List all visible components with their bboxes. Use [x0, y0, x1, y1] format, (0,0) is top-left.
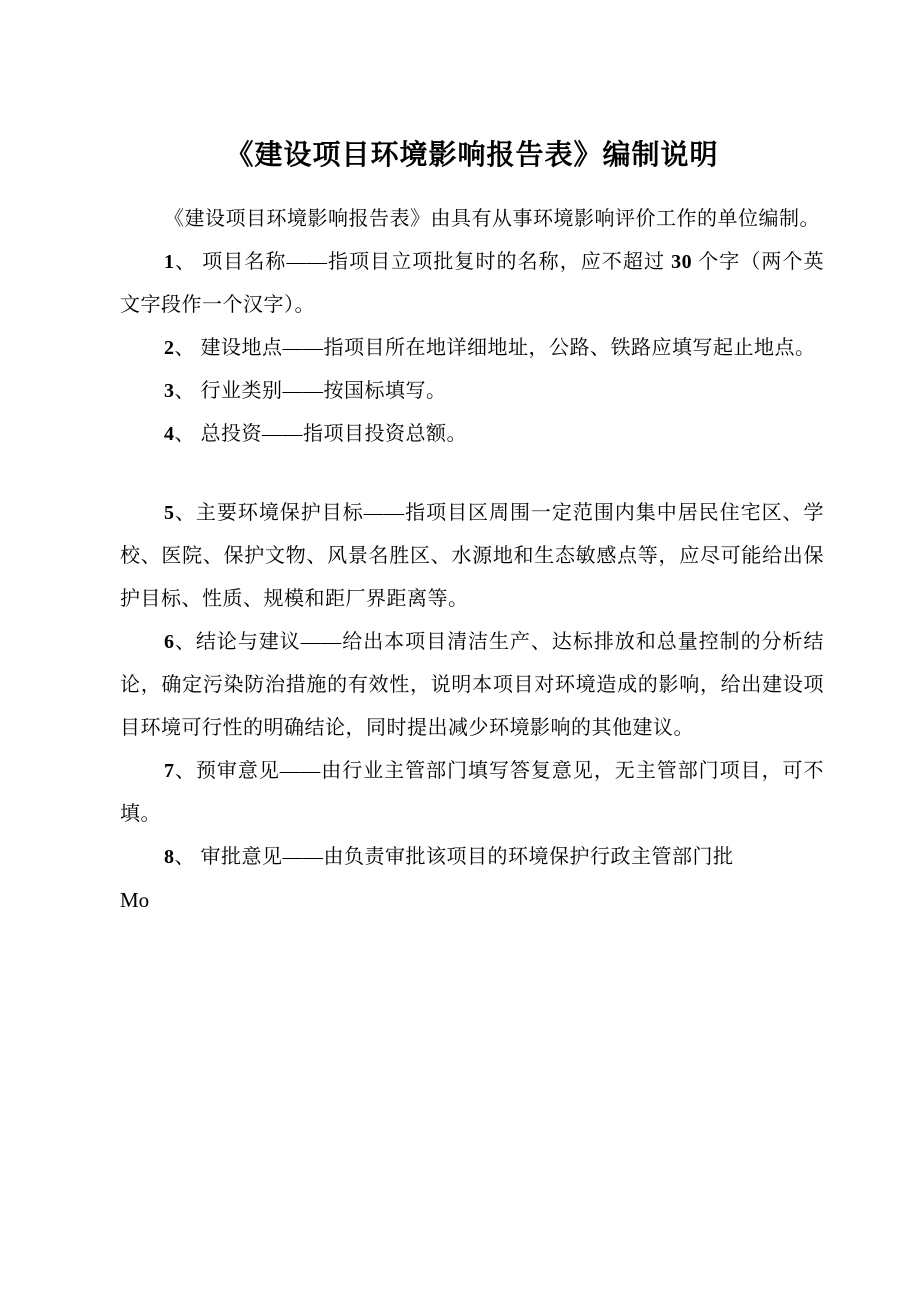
item-number: 1 [164, 251, 175, 273]
item-number: 3 [164, 380, 175, 402]
list-item-2 [120, 327, 824, 370]
doc-title: 《建设项目环境影响报告表》编制说明 [225, 140, 719, 171]
list-item-8 [120, 836, 824, 879]
item-body: 、 行业类别——按国标填写。 [174, 380, 447, 402]
item-body: 、主要环境保护目标——指项目区周围一定范围内集中居民住宅区、学校、医院、保护文物、风景名胜区、水源地和生态敏感点等，应尽可能给出保护目标、性质、规模和距厂界距离等。 [120, 502, 824, 610]
item-number: 8 [164, 846, 175, 868]
list-item-7 [120, 750, 824, 836]
list-item-5 [120, 492, 824, 621]
item-body: 个字（两个英文字段作一个汉字）。 [120, 251, 825, 316]
list-item-3 [120, 370, 824, 413]
item-number: 7 [164, 760, 175, 782]
item-body: 、 审批意见——由负责审批该项目的环境保护行政主管部门批 [174, 846, 734, 868]
item-number: 5 [164, 502, 175, 524]
item-bold-number: 30 [671, 251, 693, 273]
footer-label: Mo [120, 888, 150, 912]
intro-text: 《建设项目环境影响报告表》由具有从事环境影响评价工作的单位编制。 [164, 208, 820, 230]
item-body: 、结论与建议——给出本项目清洁生产、达标排放和总量控制的分析结论，确定污染防治措施的有效性，说明本项目对环境造成的影响，给出建设项目环境可行性的明确结论，同时提出减少环境影响的其他建议。 [120, 631, 824, 739]
list-item-4 [120, 413, 824, 456]
item-body: 、预审意见——由行业主管部门填写答复意见，无主管部门项目，可不填。 [120, 760, 824, 825]
item-number: 2 [164, 337, 175, 359]
item-number: 4 [164, 423, 175, 445]
item-body: 、 项目名称——指项目立项批复时的名称，应不超过 [174, 251, 672, 273]
list-item-1 [120, 241, 824, 327]
footer-text [120, 879, 824, 922]
intro-paragraph [120, 198, 824, 241]
item-body: 、 建设地点——指项目所在地详细地址，公路、铁路应填写起止地点。 [174, 337, 816, 359]
item-body: 、 总投资——指项目投资总额。 [174, 423, 467, 445]
list-item-6 [120, 621, 824, 750]
item-number: 6 [164, 631, 175, 653]
